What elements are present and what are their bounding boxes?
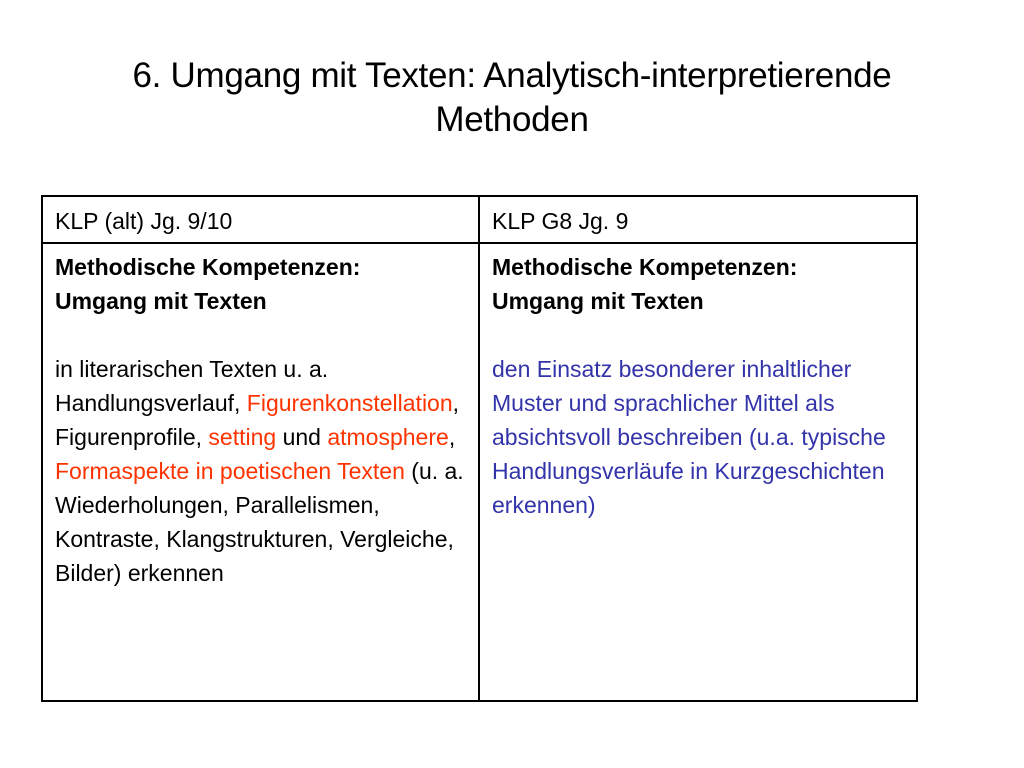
slide-title-line-2: Methoden (435, 100, 589, 139)
spacer (492, 318, 905, 352)
column-header-klp-g8: KLP G8 Jg. 9 (479, 196, 917, 243)
cell-heading-line-1: Methodische Kompetenzen: (55, 254, 361, 280)
cell-body-klp-alt (55, 356, 464, 586)
cell-klp-alt (42, 243, 479, 701)
column-header-klp-alt: KLP (alt) Jg. 9/10 (42, 196, 479, 243)
curriculum-comparison-table (41, 195, 918, 702)
table-row (42, 243, 917, 701)
table-header-row (42, 196, 917, 243)
body-text-segment: in literarischen Texten u. a. Handlungsverlauf, (55, 356, 329, 416)
body-text-segment: , Figurenprofile, (55, 390, 460, 450)
body-text-segment: (u. a. Wiederholungen, Parallelismen, Kontraste, Klangstrukturen, Vergleiche, Bilder) erkennen (55, 458, 464, 586)
body-text-segment: und (276, 424, 328, 450)
highlight-figurenkonstellation: Figurenkonstellation (246, 390, 453, 416)
cell-heading-line-1: Methodische Kompetenzen: (492, 254, 798, 280)
body-text-segment: , (448, 424, 456, 450)
slide-title-line-1: 6. Umgang mit Texten: Analytisch-interpretierende (132, 56, 892, 95)
cell-heading-line-2: Umgang mit Texten (55, 288, 267, 314)
highlight-atmosphere: atmosphere (327, 424, 449, 450)
slide-title (60, 54, 964, 142)
cell-body-klp-g8: den Einsatz besonderer inhaltlicher Muster und sprachlicher Mittel als absichtsvoll beschreiben (u.a. typische Handlungsverläufe in Kurzgeschichten erkennen) (492, 356, 886, 518)
highlight-setting: setting (208, 424, 277, 450)
cell-klp-g8 (479, 243, 917, 701)
spacer (55, 318, 467, 352)
highlight-formaspekte: Formaspekte in poetischen Texten (55, 458, 405, 484)
cell-heading-line-2: Umgang mit Texten (492, 288, 704, 314)
